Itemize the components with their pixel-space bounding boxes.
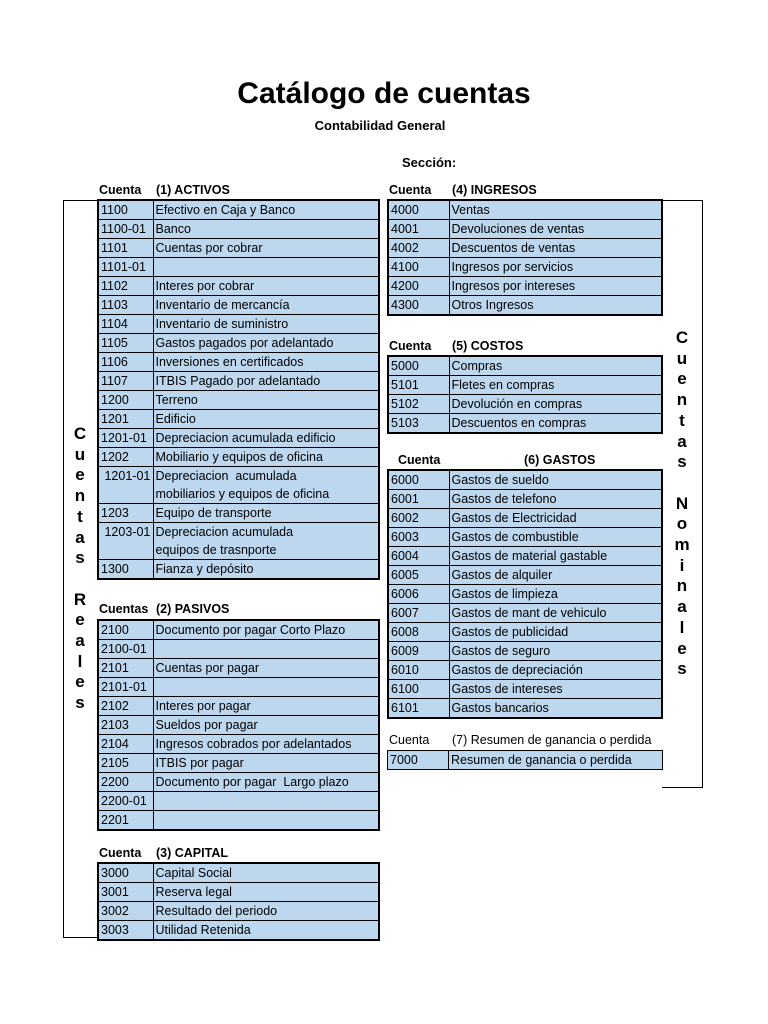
side-letter: R bbox=[73, 589, 87, 609]
table-row bbox=[98, 640, 379, 659]
table-row bbox=[98, 697, 379, 716]
account-name: Ventas bbox=[449, 200, 662, 220]
account-code: 6002 bbox=[388, 509, 449, 528]
table-row bbox=[98, 448, 379, 467]
account-name: Gastos de intereses bbox=[449, 680, 662, 699]
table-row bbox=[388, 200, 662, 220]
side-letter: e bbox=[677, 369, 687, 389]
account-code: 1106 bbox=[98, 353, 153, 372]
account-name: Gastos bancarios bbox=[449, 699, 662, 719]
table-row bbox=[98, 716, 379, 735]
account-name: Gastos de Electricidad bbox=[449, 509, 662, 528]
table-row bbox=[98, 372, 379, 391]
account-code: 4001 bbox=[388, 220, 449, 239]
table-row bbox=[98, 504, 379, 523]
side-letter: a bbox=[677, 597, 687, 617]
account-code: 5102 bbox=[388, 395, 449, 414]
side-letter: t bbox=[77, 506, 83, 526]
account-name: ITBIS por pagar bbox=[153, 754, 379, 773]
account-name: Documento por pagar Largo plazo bbox=[153, 773, 379, 792]
account-code: 6003 bbox=[388, 528, 449, 547]
account-name: Depreciacion acumulada equipos de trasnporte bbox=[153, 523, 379, 560]
table-row bbox=[388, 376, 662, 395]
account-name: Depreciacion acumulada edificio bbox=[153, 429, 379, 448]
account-name bbox=[153, 640, 379, 659]
section-title: (4) INGRESOS bbox=[452, 183, 537, 197]
table-row bbox=[388, 661, 662, 680]
table-row bbox=[98, 921, 379, 941]
side-letter: e bbox=[677, 638, 687, 658]
account-code: 4002 bbox=[388, 239, 449, 258]
account-code: 1300 bbox=[98, 560, 153, 580]
account-name: Mobiliario y equipos de oficina bbox=[153, 448, 379, 467]
account-code: 2100 bbox=[98, 620, 153, 640]
account-code: 6100 bbox=[388, 680, 449, 699]
column-label: Cuenta bbox=[389, 339, 432, 353]
account-name: Gastos de seguro bbox=[449, 642, 662, 661]
side-letter: s bbox=[75, 548, 85, 568]
side-letter: n bbox=[74, 486, 86, 506]
section-title: (3) CAPITAL bbox=[156, 846, 228, 860]
account-code: 6001 bbox=[388, 490, 449, 509]
side-letter: i bbox=[679, 555, 685, 575]
account-name: Equipo de transporte bbox=[153, 504, 379, 523]
side-letter: C bbox=[675, 328, 689, 347]
pasivos-table bbox=[97, 619, 380, 831]
account-code: 5103 bbox=[388, 414, 449, 434]
activos-table bbox=[97, 199, 380, 580]
side-letter: t bbox=[679, 410, 685, 430]
table-row bbox=[98, 902, 379, 921]
side-letter: a bbox=[75, 631, 85, 651]
side-letter: o bbox=[676, 514, 688, 534]
table-row bbox=[388, 239, 662, 258]
ingresos-table bbox=[387, 199, 663, 316]
account-name: Devoluciones de ventas bbox=[449, 220, 662, 239]
table-row bbox=[98, 523, 379, 560]
account-code: 4300 bbox=[388, 296, 449, 316]
account-code: 1101-01 bbox=[98, 258, 153, 277]
account-code: 3002 bbox=[98, 902, 153, 921]
account-code: 3000 bbox=[98, 863, 153, 883]
account-code: 1201-01 bbox=[98, 429, 153, 448]
account-code: 6000 bbox=[388, 470, 449, 490]
account-name: Inversiones en certificados bbox=[153, 353, 379, 372]
table-row bbox=[98, 277, 379, 296]
column-label: Cuenta bbox=[389, 733, 430, 747]
side-letter: m bbox=[674, 535, 690, 555]
section-title: (5) COSTOS bbox=[452, 339, 524, 353]
table-row bbox=[98, 315, 379, 334]
table-row bbox=[388, 623, 662, 642]
table-row bbox=[98, 258, 379, 277]
account-name: Gastos de sueldo bbox=[449, 470, 662, 490]
account-code: 1102 bbox=[98, 277, 153, 296]
side-label-left bbox=[70, 424, 90, 714]
table-row bbox=[98, 296, 379, 315]
table-row bbox=[98, 239, 379, 258]
account-name: Inventario de suministro bbox=[153, 315, 379, 334]
account-name: Sueldos por pagar bbox=[153, 716, 379, 735]
capital-table bbox=[97, 862, 380, 941]
column-label: Cuenta bbox=[398, 453, 441, 467]
account-code: 3003 bbox=[98, 921, 153, 941]
account-name: Edificio bbox=[153, 410, 379, 429]
table-row bbox=[388, 490, 662, 509]
account-code: 2104 bbox=[98, 735, 153, 754]
table-row bbox=[388, 258, 662, 277]
side-letter: N bbox=[675, 493, 689, 513]
gastos-table bbox=[387, 469, 663, 719]
account-code: 1200 bbox=[98, 391, 153, 410]
account-name: Gastos de combustible bbox=[449, 528, 662, 547]
side-letter: s bbox=[677, 659, 687, 679]
account-code: 6006 bbox=[388, 585, 449, 604]
account-name: Efectivo en Caja y Banco bbox=[153, 200, 379, 220]
column-label: Cuentas bbox=[99, 602, 149, 616]
account-name: Gastos de alquiler bbox=[449, 566, 662, 585]
section-title: (6) GASTOS bbox=[524, 453, 596, 467]
table-row bbox=[388, 356, 662, 376]
section-label: Sección: bbox=[402, 155, 457, 170]
account-name: Utilidad Retenida bbox=[153, 921, 379, 941]
account-code: 4000 bbox=[388, 200, 449, 220]
account-name: Compras bbox=[449, 356, 662, 376]
section-title: (1) ACTIVOS bbox=[156, 183, 230, 197]
account-name: Interes por cobrar bbox=[153, 277, 379, 296]
account-name: Gastos pagados por adelantado bbox=[153, 334, 379, 353]
side-letter: a bbox=[75, 527, 85, 547]
account-code: 1103 bbox=[98, 296, 153, 315]
side-letter: e bbox=[75, 610, 85, 630]
account-code: 5101 bbox=[388, 376, 449, 395]
account-code: 1203-01 bbox=[98, 523, 153, 560]
account-name: Depreciacion acumulada mobiliarios y equipos de oficina bbox=[153, 467, 379, 504]
table-row bbox=[98, 334, 379, 353]
account-code: 2201 bbox=[98, 811, 153, 831]
table-row bbox=[98, 773, 379, 792]
account-code: 4200 bbox=[388, 277, 449, 296]
account-code: 4100 bbox=[388, 258, 449, 277]
account-name: Gastos de mant de vehiculo bbox=[449, 604, 662, 623]
table-row bbox=[98, 754, 379, 773]
account-name: Gastos de publicidad bbox=[449, 623, 662, 642]
side-letter: n bbox=[676, 390, 688, 410]
table-row bbox=[98, 353, 379, 372]
account-name: Ingresos por intereses bbox=[449, 277, 662, 296]
table-row bbox=[388, 296, 662, 316]
side-label-right bbox=[672, 328, 692, 680]
page-title: Catálogo de cuentas bbox=[237, 77, 531, 110]
table-row bbox=[98, 220, 379, 239]
account-code: 2101 bbox=[98, 659, 153, 678]
account-name: Capital Social bbox=[153, 863, 379, 883]
table-row bbox=[388, 395, 662, 414]
column-label: Cuenta bbox=[99, 183, 142, 197]
account-name bbox=[153, 792, 379, 811]
account-code: 6004 bbox=[388, 547, 449, 566]
account-code: 2101-01 bbox=[98, 678, 153, 697]
table-row bbox=[98, 678, 379, 697]
table-row bbox=[98, 467, 379, 504]
account-name: Fletes en compras bbox=[449, 376, 662, 395]
table-row bbox=[98, 735, 379, 754]
account-code: 3001 bbox=[98, 883, 153, 902]
account-name: Ingresos cobrados por adelantados bbox=[153, 735, 379, 754]
account-code: 2100-01 bbox=[98, 640, 153, 659]
table-row bbox=[388, 220, 662, 239]
account-name: Gastos de telefono bbox=[449, 490, 662, 509]
side-letter: C bbox=[73, 424, 87, 443]
account-name: Devolución en compras bbox=[449, 395, 662, 414]
account-code: 6005 bbox=[388, 566, 449, 585]
account-code: 2105 bbox=[98, 754, 153, 773]
account-code: 1100 bbox=[98, 200, 153, 220]
account-code: 1107 bbox=[98, 372, 153, 391]
account-code: 1104 bbox=[98, 315, 153, 334]
account-name: Cuentas por cobrar bbox=[153, 239, 379, 258]
side-letter: a bbox=[677, 431, 687, 451]
table-row bbox=[98, 200, 379, 220]
account-name: Gastos de depreciación bbox=[449, 661, 662, 680]
account-name: Gastos de material gastable bbox=[449, 547, 662, 566]
side-letter bbox=[70, 569, 90, 590]
table-row bbox=[98, 429, 379, 448]
account-name bbox=[153, 678, 379, 697]
account-name: Banco bbox=[153, 220, 379, 239]
side-letter: s bbox=[75, 693, 85, 713]
account-code: 2102 bbox=[98, 697, 153, 716]
costos-table bbox=[387, 355, 663, 434]
account-name: Fianza y depósito bbox=[153, 560, 379, 580]
table-row bbox=[388, 751, 663, 770]
account-code: 1105 bbox=[98, 334, 153, 353]
table-row bbox=[388, 414, 662, 434]
side-letter: u bbox=[74, 444, 86, 464]
account-name: Descuentos de ventas bbox=[449, 239, 662, 258]
account-name: Resultado del periodo bbox=[153, 902, 379, 921]
table-row bbox=[98, 620, 379, 640]
account-code: 1201-01 bbox=[98, 467, 153, 504]
account-name: Documento por pagar Corto Plazo bbox=[153, 620, 379, 640]
account-name: Ingresos por servicios bbox=[449, 258, 662, 277]
table-row bbox=[98, 863, 379, 883]
page-subtitle: Contabilidad General bbox=[314, 118, 446, 133]
table-row bbox=[388, 566, 662, 585]
table-row bbox=[388, 642, 662, 661]
table-row bbox=[98, 811, 379, 831]
side-letter: e bbox=[75, 465, 85, 485]
table-row bbox=[388, 509, 662, 528]
account-code: 2103 bbox=[98, 716, 153, 735]
table-row bbox=[98, 659, 379, 678]
column-label: Cuenta bbox=[389, 183, 432, 197]
account-name: Descuentos en compras bbox=[449, 414, 662, 434]
column-label: Cuenta bbox=[99, 846, 142, 860]
table-row bbox=[98, 391, 379, 410]
table-row bbox=[98, 410, 379, 429]
account-name: Interes por pagar bbox=[153, 697, 379, 716]
account-code: 6008 bbox=[388, 623, 449, 642]
account-code: 1201 bbox=[98, 410, 153, 429]
account-name: Reserva legal bbox=[153, 883, 379, 902]
table-row bbox=[98, 560, 379, 580]
table-row bbox=[98, 883, 379, 902]
account-code: 1100-01 bbox=[98, 220, 153, 239]
account-name bbox=[153, 811, 379, 831]
table-row bbox=[388, 585, 662, 604]
side-letter: n bbox=[676, 576, 688, 596]
table-row bbox=[388, 699, 662, 719]
account-name: Terreno bbox=[153, 391, 379, 410]
side-letter: e bbox=[75, 672, 85, 692]
table-row bbox=[388, 547, 662, 566]
side-letter: u bbox=[676, 348, 688, 368]
account-code: 1203 bbox=[98, 504, 153, 523]
table-row bbox=[388, 680, 662, 699]
table-row bbox=[388, 528, 662, 547]
section-title: (2) PASIVOS bbox=[156, 602, 230, 616]
account-name: Otros Ingresos bbox=[449, 296, 662, 316]
table-row bbox=[98, 792, 379, 811]
side-letter: l bbox=[77, 651, 83, 671]
side-letter bbox=[672, 473, 692, 494]
account-name: Inventario de mercancía bbox=[153, 296, 379, 315]
account-name: Resumen de ganancia o perdida bbox=[449, 751, 663, 770]
side-letter: s bbox=[677, 452, 687, 472]
account-name bbox=[153, 258, 379, 277]
account-name: Gastos de limpieza bbox=[449, 585, 662, 604]
table-row bbox=[388, 604, 662, 623]
account-code: 2200-01 bbox=[98, 792, 153, 811]
account-code: 6010 bbox=[388, 661, 449, 680]
account-code: 2200 bbox=[98, 773, 153, 792]
account-name: Cuentas por pagar bbox=[153, 659, 379, 678]
table-row bbox=[388, 277, 662, 296]
section-title: (7) Resumen de ganancia o perdida bbox=[452, 733, 652, 747]
table-row bbox=[388, 470, 662, 490]
account-code: 1202 bbox=[98, 448, 153, 467]
account-code: 6007 bbox=[388, 604, 449, 623]
account-code: 7000 bbox=[388, 751, 449, 770]
account-code: 6009 bbox=[388, 642, 449, 661]
account-code: 5000 bbox=[388, 356, 449, 376]
account-name: ITBIS Pagado por adelantado bbox=[153, 372, 379, 391]
resumen-table bbox=[387, 750, 663, 770]
side-letter: l bbox=[679, 617, 685, 637]
account-code: 6101 bbox=[388, 699, 449, 719]
account-code: 1101 bbox=[98, 239, 153, 258]
